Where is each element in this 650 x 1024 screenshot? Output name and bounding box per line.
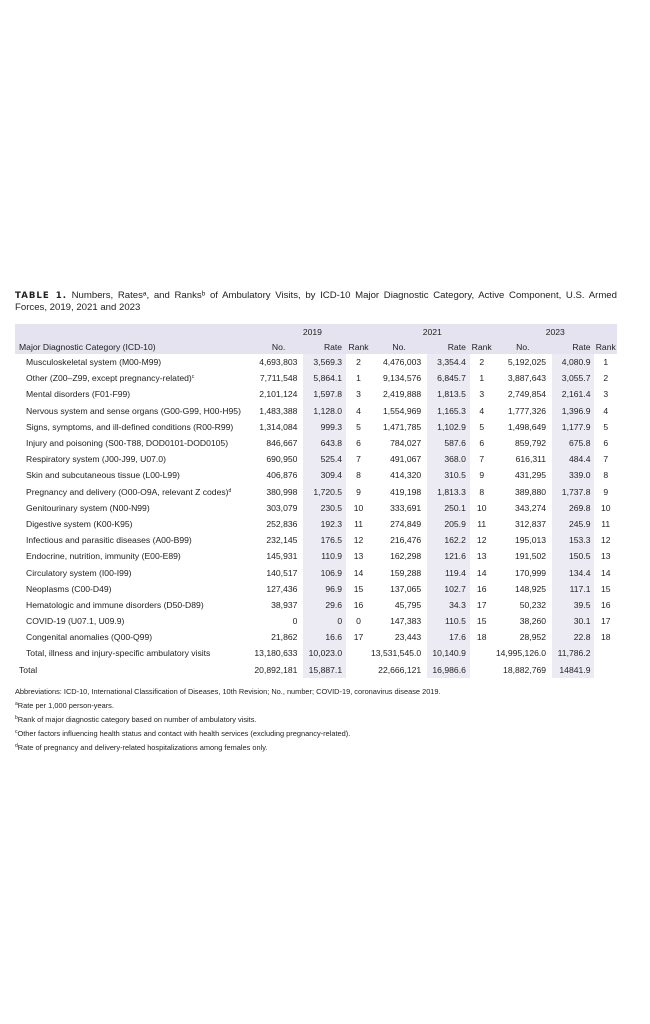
rank-2023-cell: 2 — [603, 373, 609, 384]
category-label: Endocrine, nutrition, immunity (E00-E89) — [26, 551, 181, 562]
col-rate-2021: Rate — [427, 339, 470, 354]
category-cell — [15, 532, 254, 548]
rate-2023-cell: 3,055.7 — [552, 370, 594, 386]
rate-2021-cell: 34.3 — [427, 597, 470, 613]
no-2019-cell: 0 — [292, 616, 298, 627]
rank-2023-cell: 18 — [600, 632, 611, 643]
rank-2019-cell: 13 — [353, 551, 364, 562]
no-2021-cell: 45,795 — [394, 599, 422, 610]
rate-2019-cell: 110.9 — [303, 548, 346, 564]
no-2021-cell: 23,443 — [394, 632, 422, 643]
rank-2021-cell: 11 — [477, 518, 487, 529]
table-row — [15, 645, 617, 661]
no-2019-cell: 21,862 — [271, 632, 298, 643]
no-2019-cell: 303,079 — [266, 502, 298, 513]
rate-2019-cell: 16.6 — [303, 629, 346, 645]
rank-2023-cell: 12 — [600, 535, 611, 546]
table-row — [15, 516, 617, 532]
no-2023-cell: 431,295 — [514, 470, 547, 481]
footnote-text: Rank of major diagnostic category based on number of ambulatory visits. — [17, 714, 257, 724]
footnote-marker: c — [191, 374, 195, 381]
rate-2021-cell: 587.6 — [427, 435, 470, 451]
category-cell — [15, 370, 254, 386]
table-body — [15, 354, 617, 678]
table-row — [15, 370, 617, 386]
column-header-row — [15, 339, 617, 354]
no-2023-cell: 191,502 — [514, 551, 547, 562]
rank-2019-cell: 14 — [353, 567, 364, 578]
rank-2021-cell: 7 — [479, 454, 485, 465]
table-row — [15, 403, 617, 419]
footnote-text: Rate per 1,000 person-years. — [17, 700, 114, 710]
rank-2023-cell: 11 — [601, 518, 611, 529]
rank-2021-cell: 4 — [479, 405, 485, 416]
no-2023-cell: 616,311 — [515, 454, 547, 465]
category-label: Circulatory system (I00-I99) — [26, 567, 132, 578]
rate-2023-cell: 14841.9 — [552, 662, 594, 678]
rate-2023-cell: 2,161.4 — [552, 386, 594, 402]
table-row — [15, 581, 617, 597]
no-2019-cell: 127,436 — [266, 583, 298, 594]
rate-2019-cell: 230.5 — [303, 500, 346, 516]
rank-2023-cell: 13 — [600, 551, 611, 562]
blank-header-cell — [15, 324, 254, 339]
table-row — [15, 419, 617, 435]
rate-2021-cell: 121.6 — [427, 548, 470, 564]
rate-2023-cell: 117.1 — [552, 581, 594, 597]
rank-2023-cell: 1 — [603, 357, 609, 368]
rate-2021-cell: 1,813.5 — [427, 386, 470, 402]
no-2019-cell: 1,314,084 — [259, 421, 298, 432]
footnote — [15, 740, 617, 754]
rate-2021-cell: 110.5 — [427, 613, 470, 629]
year-header-row — [15, 324, 617, 339]
footnote-marker: c — [15, 728, 18, 735]
table-row — [15, 629, 617, 645]
category-label: Hematologic and immune disorders (D50-D89) — [26, 599, 204, 610]
rank-2019-cell: 5 — [356, 421, 361, 432]
rank-2021-cell: 3 — [479, 389, 485, 400]
table-row — [15, 467, 617, 483]
no-2021-cell: 162,298 — [390, 551, 422, 562]
no-2021-cell: 1,554,969 — [382, 405, 422, 416]
no-2021-cell: 333,691 — [390, 502, 422, 513]
rank-2021-cell: 17 — [476, 599, 487, 610]
table-title: Numbers, Ratesᵃ, and Ranksᵇ of Ambulatory Visits, by ICD-10 Major Diagnostic Category, Active Component, U.S. Armed Forces, 2019, 2021 and 2023 — [15, 290, 617, 313]
no-2019-cell: 4,693,803 — [259, 357, 298, 368]
category-label: Skin and subcutaneous tissue (L00-L99) — [26, 470, 180, 481]
rank-2021-cell: 15 — [476, 616, 487, 627]
rate-2021-cell: 162.2 — [427, 532, 470, 548]
category-label: Congenital anomalies (Q00-Q99) — [26, 632, 153, 643]
rank-2019-cell: 11 — [354, 518, 363, 529]
rate-2019-cell: 1,597.8 — [303, 386, 346, 402]
rate-2021-cell: 16,986.6 — [427, 662, 470, 678]
rate-2023-cell: 245.9 — [552, 516, 594, 532]
category-label: Total — [19, 664, 38, 675]
rate-2019-cell: 5,864.1 — [303, 370, 346, 386]
no-2019-cell: 252,836 — [266, 518, 298, 529]
no-2021-cell: 137,065 — [390, 583, 422, 594]
category-cell — [15, 467, 254, 483]
category-label: Nervous system and sense organs (G00-G99, H00-H95) — [26, 405, 241, 416]
rank-2021-cell: 16 — [476, 583, 487, 594]
table-row — [15, 564, 617, 580]
no-2019-cell: 232,145 — [266, 535, 298, 546]
rate-2023-cell: 484.4 — [552, 451, 594, 467]
rank-2021-cell: 5 — [479, 421, 485, 432]
rate-2019-cell: 96.9 — [303, 581, 346, 597]
year-header-2023: 2023 — [494, 324, 617, 339]
rank-2021-cell: 9 — [479, 470, 485, 481]
rate-2021-cell: 1,165.3 — [427, 403, 470, 419]
category-cell — [15, 564, 254, 580]
no-2021-cell: 147,383 — [390, 616, 422, 627]
table-row — [15, 451, 617, 467]
category-label: Infectious and parasitic diseases (A00-B99) — [26, 535, 192, 546]
rate-2023-cell: 39.5 — [552, 597, 594, 613]
rate-2023-cell: 30.1 — [552, 613, 594, 629]
table-row — [15, 662, 617, 678]
no-2019-cell: 13,180,633 — [254, 648, 298, 659]
rate-2021-cell: 119.4 — [427, 564, 470, 580]
footnote-marker: b — [15, 714, 18, 721]
no-2023-cell: 1,498,649 — [507, 421, 547, 432]
rate-2023-cell: 22.8 — [552, 629, 594, 645]
no-2023-cell: 18,882,769 — [503, 664, 547, 675]
category-cell — [15, 548, 254, 564]
no-2023-cell: 14,995,126.0 — [495, 648, 547, 659]
rate-2019-cell: 525.4 — [303, 451, 346, 467]
no-2021-cell: 22,666,121 — [378, 664, 422, 675]
footnote-marker: d — [228, 487, 232, 494]
rank-2023-cell: 7 — [603, 454, 609, 465]
rank-2023-cell: 15 — [600, 583, 611, 594]
rate-2023-cell: 4,080.9 — [552, 354, 594, 370]
rate-2019-cell: 106.9 — [303, 564, 346, 580]
category-cell — [15, 435, 254, 451]
no-2023-cell: 3,887,643 — [507, 373, 547, 384]
rate-2023-cell: 134.4 — [552, 564, 594, 580]
table-row — [15, 386, 617, 402]
rate-2019-cell: 10,023.0 — [303, 645, 346, 661]
no-2023-cell: 195,013 — [514, 535, 547, 546]
category-label: Other (Z00–Z99, except pregnancy-related) — [26, 373, 192, 384]
category-label: Injury and poisoning (S00-T88, DOD0101-DOD0105) — [26, 438, 229, 449]
category-label: Musculoskeletal system (M00-M99) — [26, 357, 162, 368]
category-label: Digestive system (K00-K95) — [26, 518, 133, 529]
rate-2021-cell: 1,813.3 — [427, 484, 470, 500]
category-cell — [15, 645, 254, 661]
rate-2023-cell: 11,786.2 — [552, 645, 594, 661]
rate-2021-cell: 250.1 — [427, 500, 470, 516]
no-2021-cell: 419,198 — [390, 486, 422, 497]
no-2023-cell: 312,837 — [514, 518, 547, 529]
no-2019-cell: 7,711,548 — [259, 373, 298, 384]
footnote — [15, 686, 617, 698]
no-2019-cell: 380,998 — [266, 486, 298, 497]
table-row — [15, 484, 617, 500]
rank-2019-cell: 2 — [356, 357, 361, 368]
category-label: Signs, symptoms, and ill-defined conditions (R00-R99) — [26, 421, 234, 432]
col-rate-2019: Rate — [303, 339, 346, 354]
no-2021-cell: 4,476,003 — [382, 357, 422, 368]
rank-2021-cell: 18 — [476, 632, 487, 643]
no-2023-cell: 38,260 — [519, 616, 547, 627]
rank-2019-cell: 4 — [356, 405, 361, 416]
rank-2021-cell: 8 — [479, 486, 485, 497]
rank-2021-cell — [470, 662, 494, 678]
rank-2019-cell: 7 — [356, 454, 361, 465]
rank-2021-cell: 6 — [479, 438, 485, 449]
rate-2019-cell: 1,128.0 — [303, 403, 346, 419]
rank-2023-cell: 5 — [603, 421, 609, 432]
rate-2019-cell: 999.3 — [303, 419, 346, 435]
rate-2019-cell: 309.4 — [303, 467, 346, 483]
table-row — [15, 548, 617, 564]
year-header-2021: 2021 — [371, 324, 494, 339]
category-label: Neoplasms (C00-D49) — [26, 583, 112, 594]
rank-2019-cell: 12 — [353, 535, 364, 546]
rate-2019-cell: 29.6 — [303, 597, 346, 613]
rate-2023-cell: 1,396.9 — [552, 403, 594, 419]
rank-2019-cell: 1 — [356, 373, 361, 384]
category-cell — [15, 629, 254, 645]
rate-2023-cell: 1,737.8 — [552, 484, 594, 500]
category-cell — [15, 500, 254, 516]
category-label: Mental disorders (F01-F99) — [26, 389, 131, 400]
no-2019-cell: 690,950 — [266, 454, 298, 465]
no-2019-cell: 1,483,388 — [259, 405, 298, 416]
rank-2021-cell — [470, 645, 494, 661]
rate-2021-cell: 17.6 — [427, 629, 470, 645]
rank-2021-cell: 13 — [476, 551, 487, 562]
footnote — [15, 698, 617, 712]
no-2023-cell: 1,777,326 — [507, 405, 547, 416]
table-row — [15, 532, 617, 548]
ambulatory-visits-table — [15, 324, 617, 678]
no-2023-cell: 148,925 — [514, 583, 547, 594]
footnote-text: Abbreviations: ICD-10, International Classification of Diseases, 10th Revision; No., number; COVID-19, coronavirus disease 2019. — [15, 686, 441, 696]
category-cell — [15, 419, 254, 435]
rank-2019-cell: 17 — [353, 632, 364, 643]
rank-2019-cell: 6 — [356, 438, 361, 449]
rate-2021-cell: 10,140.9 — [427, 645, 470, 661]
table-row — [15, 500, 617, 516]
rank-2019-cell: 3 — [356, 389, 361, 400]
rank-2021-cell: 12 — [476, 535, 487, 546]
no-2023-cell: 50,232 — [519, 599, 547, 610]
rate-2023-cell: 339.0 — [552, 467, 594, 483]
category-cell — [15, 597, 254, 613]
year-header-2019: 2019 — [254, 324, 371, 339]
rate-2021-cell: 1,102.9 — [427, 419, 470, 435]
rate-2021-cell: 102.7 — [427, 581, 470, 597]
rank-2023-cell: 8 — [603, 470, 609, 481]
no-2023-cell: 170,999 — [514, 567, 547, 578]
no-2023-cell: 389,880 — [514, 486, 547, 497]
rate-2021-cell: 3,354.4 — [427, 354, 470, 370]
rate-2019-cell: 643.8 — [303, 435, 346, 451]
rate-2023-cell: 269.8 — [552, 500, 594, 516]
category-label: Genitourinary system (N00-N99) — [26, 502, 150, 513]
rate-2019-cell: 0 — [303, 613, 346, 629]
no-2023-cell: 5,192,025 — [507, 357, 547, 368]
no-2021-cell: 491,067 — [390, 454, 422, 465]
rank-2023-cell — [594, 645, 617, 661]
rank-2019-cell: 15 — [353, 583, 364, 594]
no-2021-cell: 159,288 — [390, 567, 422, 578]
rank-2019-cell: 0 — [356, 616, 361, 627]
no-2021-cell: 1,471,785 — [382, 421, 422, 432]
category-label: Respiratory system (J00-J99, U07.0) — [26, 454, 166, 465]
category-cell — [15, 354, 254, 370]
rate-2021-cell: 310.5 — [427, 467, 470, 483]
no-2023-cell: 28,952 — [519, 632, 547, 643]
rank-2019-cell: 16 — [353, 599, 364, 610]
no-2019-cell: 2,101,124 — [259, 389, 298, 400]
no-2023-cell: 2,749,854 — [507, 389, 547, 400]
table-figure — [15, 290, 617, 754]
rank-2021-cell: 1 — [479, 373, 485, 384]
no-2019-cell: 38,937 — [271, 599, 298, 610]
rank-2021-cell: 2 — [479, 357, 485, 368]
rank-2023-cell: 6 — [603, 438, 609, 449]
rank-2021-cell: 14 — [476, 567, 487, 578]
no-2021-cell: 13,531,545.0 — [371, 648, 422, 659]
rank-2021-cell: 10 — [476, 502, 487, 513]
footnote — [15, 712, 617, 726]
rate-2019-cell: 192.3 — [303, 516, 346, 532]
col-rank-2019: Rank — [346, 339, 371, 354]
no-2019-cell: 846,667 — [266, 438, 298, 449]
rank-2023-cell: 14 — [600, 567, 611, 578]
footnote — [15, 726, 617, 740]
col-no-2019: No. — [254, 339, 304, 354]
rank-2023-cell: 17 — [600, 616, 611, 627]
rate-2023-cell: 675.8 — [552, 435, 594, 451]
rate-2023-cell: 1,177.9 — [552, 419, 594, 435]
category-column-header: Major Diagnostic Category (ICD-10) — [15, 339, 254, 354]
no-2019-cell: 140,517 — [266, 567, 298, 578]
no-2019-cell: 145,931 — [266, 551, 298, 562]
no-2019-cell: 406,876 — [266, 470, 298, 481]
no-2021-cell: 9,134,576 — [382, 373, 422, 384]
category-cell — [15, 613, 254, 629]
footnote-marker: d — [15, 742, 18, 749]
no-2021-cell: 2,419,888 — [382, 389, 422, 400]
rate-2019-cell: 3,569.3 — [303, 354, 346, 370]
rank-2023-cell: 4 — [603, 405, 609, 416]
footnote-text: Other factors influencing health status and contact with health services (excluding pregnancy-related). — [17, 728, 351, 738]
table-label: TABLE 1. — [15, 291, 67, 301]
rank-2023-cell: 10 — [600, 502, 611, 513]
category-label: Total, illness and injury-specific ambulatory visits — [26, 648, 211, 659]
rate-2023-cell: 153.3 — [552, 532, 594, 548]
table-footnotes — [15, 686, 617, 754]
rate-2023-cell: 150.5 — [552, 548, 594, 564]
rate-2019-cell: 1,720.5 — [303, 484, 346, 500]
category-cell — [15, 516, 254, 532]
footnote-marker: a — [15, 700, 18, 707]
rank-2023-cell: 16 — [600, 599, 611, 610]
category-cell — [15, 451, 254, 467]
col-no-2021: No. — [371, 339, 427, 354]
rate-2019-cell: 15,887.1 — [303, 662, 346, 678]
no-2019-cell: 20,892,181 — [254, 664, 298, 675]
rate-2021-cell: 368.0 — [427, 451, 470, 467]
no-2021-cell: 784,027 — [390, 438, 422, 449]
col-no-2023: No. — [494, 339, 553, 354]
category-cell — [15, 403, 254, 419]
category-cell — [15, 581, 254, 597]
rank-2023-cell: 3 — [603, 389, 609, 400]
rate-2019-cell: 176.5 — [303, 532, 346, 548]
no-2023-cell: 343,274 — [514, 502, 547, 513]
table-row — [15, 597, 617, 613]
footnote-text: Rate of pregnancy and delivery-related hospitalizations among females only. — [17, 742, 268, 752]
no-2021-cell: 414,320 — [390, 470, 422, 481]
table-row — [15, 435, 617, 451]
rank-2023-cell: 9 — [603, 486, 609, 497]
category-cell — [15, 662, 254, 678]
rate-2021-cell: 205.9 — [427, 516, 470, 532]
rank-2023-cell — [594, 662, 617, 678]
category-label: COVID-19 (U07.1, U09.9) — [26, 616, 125, 627]
rank-2019-cell — [346, 662, 371, 678]
table-caption — [15, 290, 617, 314]
table-row — [15, 354, 617, 370]
col-rank-2021: Rank — [470, 339, 494, 354]
no-2021-cell: 216,476 — [390, 535, 422, 546]
rate-2021-cell: 6,845.7 — [427, 370, 470, 386]
rank-2019-cell: 8 — [356, 470, 361, 481]
category-cell — [15, 386, 254, 402]
col-rank-2023: Rank — [594, 339, 617, 354]
table-row — [15, 613, 617, 629]
no-2021-cell: 274,849 — [390, 518, 422, 529]
no-2023-cell: 859,792 — [514, 438, 547, 449]
col-rate-2023: Rate — [552, 339, 594, 354]
category-cell — [15, 484, 254, 500]
rank-2019-cell: 10 — [353, 502, 364, 513]
rank-2019-cell — [346, 645, 371, 661]
category-label: Pregnancy and delivery (O00-O9A, relevant Z codes) — [26, 486, 229, 497]
rank-2019-cell: 9 — [356, 486, 361, 497]
